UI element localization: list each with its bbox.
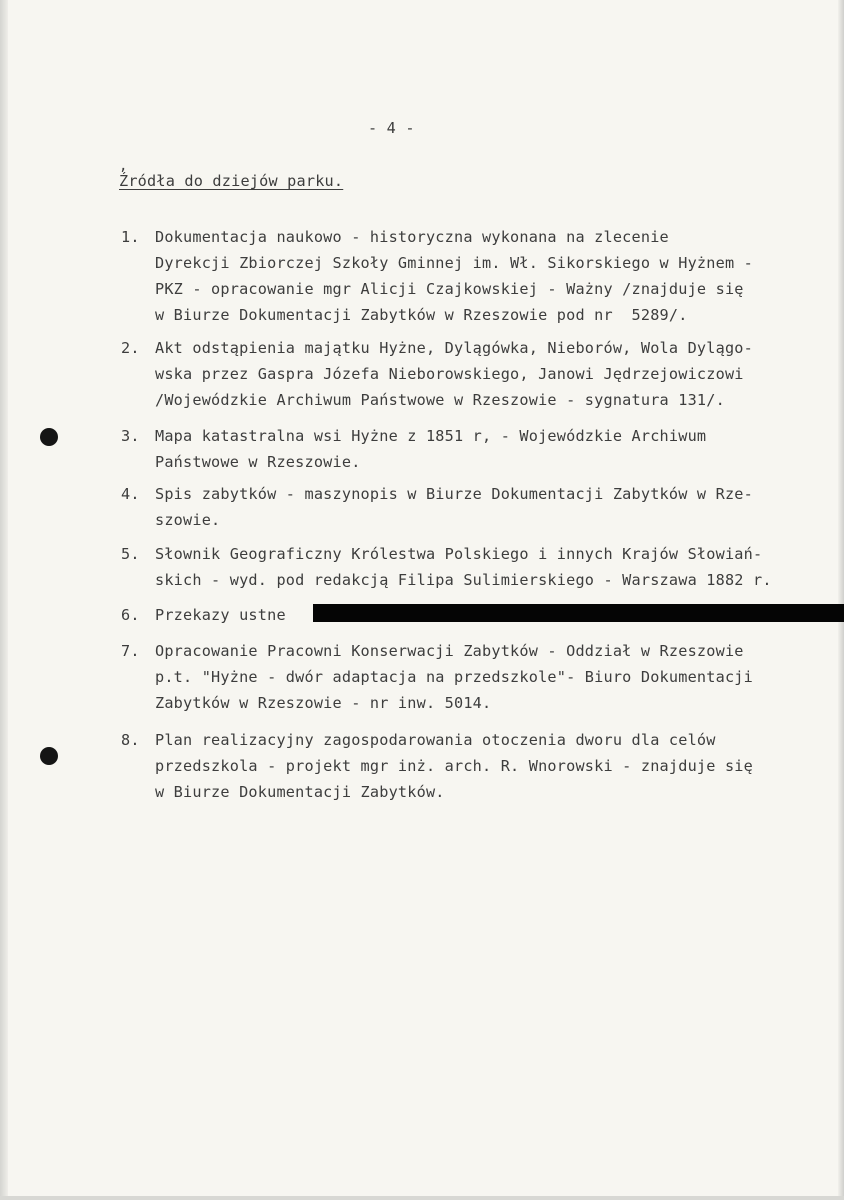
page-right-edge — [838, 0, 844, 1200]
item-number: 5. — [121, 545, 140, 563]
page-left-edge — [0, 0, 8, 1200]
punch-hole — [40, 747, 58, 765]
accent-mark: , — [119, 158, 128, 174]
item-line: przedszkola - projekt mgr inż. arch. R. Wnorowski - znajduje się — [155, 757, 753, 775]
item-line: Spis zabytków - maszynopis w Biurze Dokumentacji Zabytków w Rze- — [155, 485, 753, 503]
section-heading: Źródła do dziejów parku. — [119, 172, 344, 190]
item-line: Przekazy ustne — [155, 606, 286, 624]
item-line: wska przez Gaspra Józefa Nieborowskiego, Janowi Jędrzejowiczowi — [155, 365, 744, 383]
item-number: 4. — [121, 485, 140, 503]
item-line: /Wojewódzkie Archiwum Państwowe w Rzeszowie - sygnatura 131/. — [155, 391, 725, 409]
item-line: Plan realizacyjny zagospodarowania otoczenia dworu dla celów — [155, 731, 716, 749]
item-line: szowie. — [155, 511, 221, 529]
item-line: p.t. "Hyżne - dwór adaptacja na przedszkole"- Biuro Dokumentacji — [155, 668, 753, 686]
page-number: - 4 - — [368, 119, 415, 137]
item-line: Państwowe w Rzeszowie. — [155, 453, 361, 471]
item-line: w Biurze Dokumentacji Zabytków. — [155, 783, 445, 801]
punch-hole — [40, 428, 58, 446]
item-number: 3. — [121, 427, 140, 445]
page-bottom-edge — [0, 1196, 844, 1200]
item-line: Akt odstąpienia majątku Hyżne, Dylągówka, Nieborów, Wola Dylągo- — [155, 339, 753, 357]
item-number: 7. — [121, 642, 140, 660]
item-line: Opracowanie Pracowni Konserwacji Zabytków - Oddział w Rzeszowie — [155, 642, 744, 660]
item-number: 2. — [121, 339, 140, 357]
item-number: 8. — [121, 731, 140, 749]
item-line: PKZ - opracowanie mgr Alicji Czajkowskiej - Ważny /znajduje się — [155, 280, 744, 298]
item-number: 6. — [121, 606, 140, 624]
redaction-bar — [313, 604, 844, 622]
item-line: skich - wyd. pod redakcją Filipa Sulimierskiego - Warszawa 1882 r. — [155, 571, 772, 589]
item-line: Dokumentacja naukowo - historyczna wykonana na zlecenie — [155, 228, 669, 246]
item-line: w Biurze Dokumentacji Zabytków w Rzeszowie pod nr 5289/. — [155, 306, 688, 324]
item-line: Słownik Geograficzny Królestwa Polskiego i innych Krajów Słowiań- — [155, 545, 763, 563]
item-line: Zabytków w Rzeszowie - nr inw. 5014. — [155, 694, 492, 712]
item-number: 1. — [121, 228, 140, 246]
item-line: Dyrekcji Zbiorczej Szkoły Gminnej im. Wł. Sikorskiego w Hyżnem - — [155, 254, 753, 272]
item-line: Mapa katastralna wsi Hyżne z 1851 r, - Wojewódzkie Archiwum — [155, 427, 707, 445]
